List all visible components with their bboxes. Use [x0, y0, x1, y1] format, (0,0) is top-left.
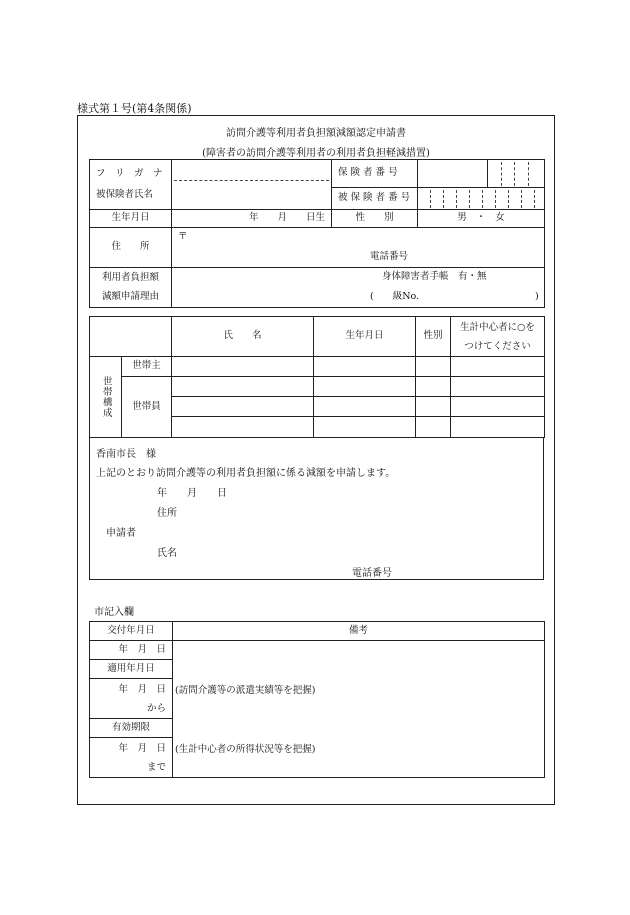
household-group-label — [90, 357, 122, 438]
postal-mark: 〒 — [178, 231, 188, 242]
address-field[interactable] — [172, 228, 545, 268]
household-row — [90, 377, 545, 397]
insured-name-label: 被保険者氏名 — [90, 188, 172, 210]
valid-period-field[interactable] — [90, 738, 173, 778]
notes-field[interactable] — [173, 641, 545, 778]
household-header-center-line-1: 生計中心者に○を — [460, 321, 535, 333]
declaration-date[interactable]: 年 月 日 — [157, 488, 227, 499]
disability-handbook-line: 身体障害者手帳 有・無 — [382, 271, 487, 282]
declaration-phone-label: 電話番号 — [352, 568, 392, 579]
insured-number-field[interactable] — [418, 188, 545, 210]
household-header-center-line-2: つけてください — [464, 340, 531, 352]
valid-period-until: まで — [146, 761, 166, 773]
declaration-statement: 上記のとおり訪問介護等の利用者負担額に係る減額を申請します。 — [96, 468, 396, 479]
household-header-blank — [90, 317, 172, 357]
apply-date-field[interactable] — [90, 679, 173, 719]
sex-label: 性 別 — [332, 210, 418, 228]
form-title: 訪問介護等利用者負担額減額認定申請書 — [226, 128, 406, 139]
disability-grade-open: ( 級No. — [370, 291, 420, 302]
form-number: 様式第１号(第4条関係) — [77, 102, 192, 115]
household-head-label: 世帯主 — [122, 357, 172, 377]
household-member-sex[interactable] — [416, 397, 451, 417]
household-member-birth[interactable] — [314, 377, 416, 397]
apply-date-ymd: 年 月 日 — [118, 683, 166, 695]
note-income: (生計中心者の所得状況等を把握) — [175, 744, 316, 755]
address-phone-label: 電話番号 — [370, 251, 409, 262]
apply-date-label: 適用年月日 — [90, 660, 173, 679]
declaration-name-label: 氏名 — [157, 548, 177, 559]
household-header-sex: 性別 — [416, 317, 451, 357]
household-header-center — [451, 317, 545, 357]
furigana-label: フ リ ガ ナ — [90, 160, 172, 188]
insurer-number-label: 保 険 者 番 号 — [332, 160, 418, 188]
declaration-address-label: 住所 — [157, 508, 177, 519]
apply-date-from: から — [146, 702, 166, 714]
household-member-label: 世帯員 — [122, 377, 172, 438]
birth-date-label: 生年月日 — [90, 210, 172, 228]
addressee: 香南市長 様 — [96, 449, 156, 460]
household-member-birth[interactable] — [314, 397, 416, 417]
reason-label — [90, 268, 172, 308]
reason-label-line-1: 利用者負担額 — [101, 272, 159, 284]
furigana-field[interactable] — [172, 160, 332, 188]
valid-period-label: 有効期限 — [90, 719, 173, 738]
office-table — [89, 621, 545, 778]
reason-field[interactable] — [172, 268, 545, 308]
form-subtitle: (障害者の訪問介護等利用者の利用者負担軽減措置) — [202, 148, 430, 159]
disability-grade-close: ) — [535, 291, 539, 302]
note-dispatch: (訪問介護等の派遣実績等を把握) — [175, 685, 316, 696]
address-label: 住 所 — [90, 228, 172, 268]
household-member-birth[interactable] — [314, 417, 416, 438]
insured-name-field[interactable] — [172, 188, 332, 210]
household-group-text: 世帯構成 — [100, 376, 112, 418]
insurer-number-field-b[interactable] — [488, 160, 545, 188]
sex-options[interactable]: 男 ・ 女 — [418, 210, 545, 228]
office-section-label: 市記入欄 — [94, 607, 134, 618]
birth-date-field[interactable]: 年 月 日生 — [172, 210, 332, 228]
reason-label-line-2: 減額申請理由 — [101, 290, 159, 302]
household-member-center[interactable] — [451, 417, 545, 438]
applicant-table — [89, 159, 545, 308]
household-header-birth: 生年月日 — [314, 317, 416, 357]
household-member-name[interactable] — [172, 417, 314, 438]
insurer-number-field-a[interactable] — [418, 160, 488, 188]
issue-date-field[interactable]: 年 月 日 — [90, 641, 173, 660]
household-member-center[interactable] — [451, 397, 545, 417]
household-head-birth[interactable] — [314, 357, 416, 377]
household-table — [89, 316, 545, 438]
notes-label: 備考 — [173, 622, 545, 641]
household-header-name: 氏 名 — [172, 317, 314, 357]
household-head-name[interactable] — [172, 357, 314, 377]
household-member-sex[interactable] — [416, 377, 451, 397]
valid-period-ymd: 年 月 日 — [118, 742, 166, 754]
household-member-sex[interactable] — [416, 417, 451, 438]
declaration-applicant-label: 申請者 — [106, 528, 136, 539]
household-member-center[interactable] — [451, 377, 545, 397]
household-member-name[interactable] — [172, 377, 314, 397]
insured-number-label: 被 保 険 者 番 号 — [332, 188, 418, 210]
issue-date-label: 交付年月日 — [90, 622, 173, 641]
household-head-sex[interactable] — [416, 357, 451, 377]
household-head-center[interactable] — [451, 357, 545, 377]
household-row — [90, 357, 545, 377]
household-member-name[interactable] — [172, 397, 314, 417]
